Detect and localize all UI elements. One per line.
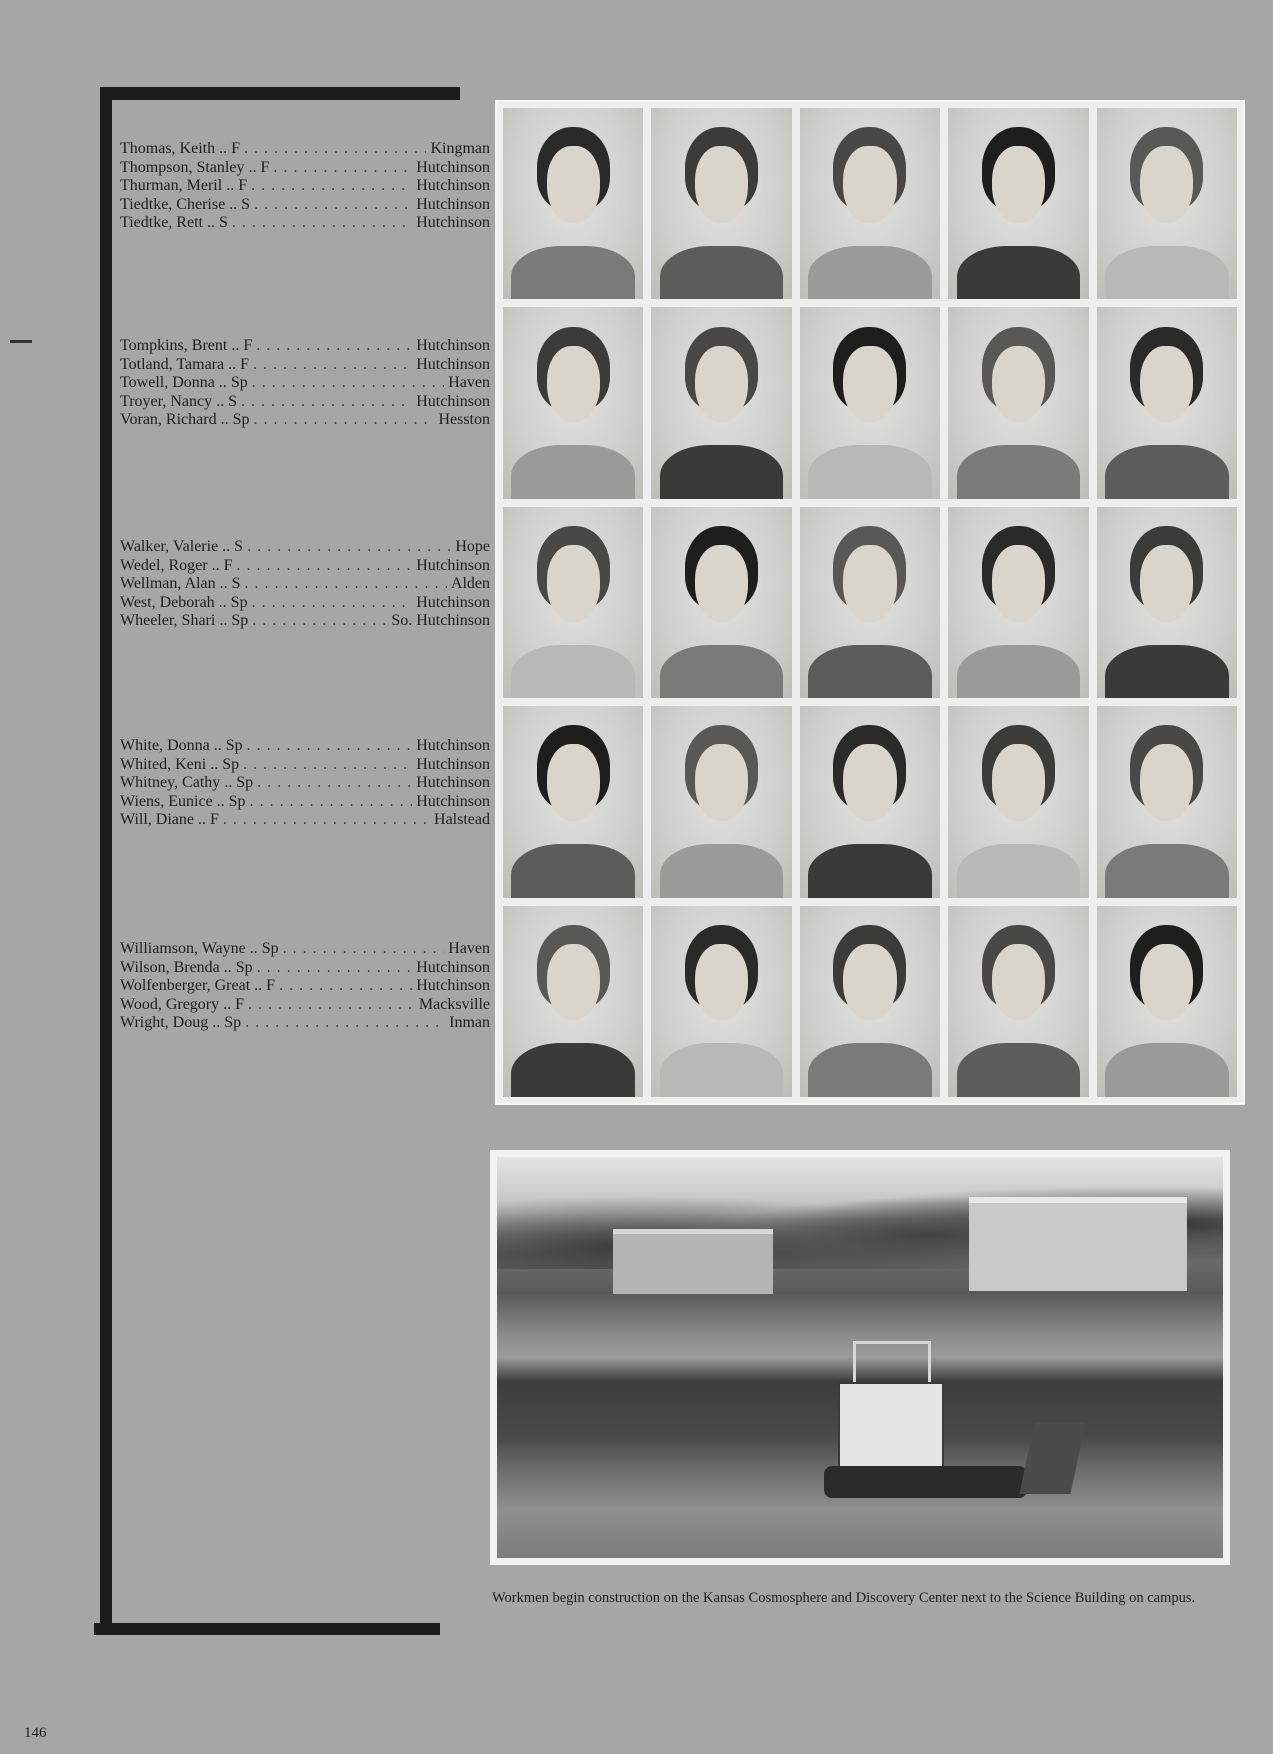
margin-mark — [10, 340, 32, 343]
roster-row: White, Donna .. Sp . . . Hutchinson — [120, 737, 490, 756]
roster-group-3 — [120, 538, 490, 631]
portrait-clothing — [511, 1043, 635, 1097]
roster-row: Tiedtke, Cherise .. S . . . Hutchinson — [120, 196, 490, 215]
roster-group-4 — [120, 737, 490, 830]
student-portrait — [1097, 507, 1237, 698]
portrait-face — [843, 346, 896, 423]
roster-group-2 — [120, 337, 490, 430]
portrait-clothing — [511, 445, 635, 499]
portrait-clothing — [660, 645, 784, 699]
portrait-face — [547, 146, 600, 223]
roster-row: Whitney, Cathy .. Sp . . . Hutchinson — [120, 774, 490, 793]
portrait-face — [992, 944, 1045, 1021]
student-portrait — [651, 507, 791, 698]
bracket-top-bar — [112, 87, 460, 100]
roster-row: Wellman, Alan .. S . . . Alden — [120, 575, 490, 594]
portrait-clothing — [957, 445, 1081, 499]
portrait-face — [695, 146, 748, 223]
portrait-clothing — [660, 844, 784, 898]
portrait-face — [1140, 545, 1193, 622]
construction-photo — [490, 1150, 1230, 1565]
portrait-face — [695, 545, 748, 622]
student-portrait — [651, 706, 791, 897]
portrait-face — [843, 744, 896, 821]
portrait-face — [992, 146, 1045, 223]
student-portrait — [503, 108, 643, 299]
student-portrait — [800, 706, 940, 897]
portrait-face — [1140, 944, 1193, 1021]
student-portrait — [503, 706, 643, 897]
roster-row: Thurman, Meril .. F . . . Hutchinson — [120, 177, 490, 196]
roster-row: Walker, Valerie .. S . . . Hope — [120, 538, 490, 557]
portrait-face — [1140, 346, 1193, 423]
portrait-clothing — [1105, 645, 1229, 699]
student-portrait — [1097, 108, 1237, 299]
house-left — [613, 1229, 773, 1294]
portrait-face — [547, 545, 600, 622]
roster-row: Whited, Keni .. Sp . . . Hutchinson — [120, 756, 490, 775]
portrait-face — [992, 346, 1045, 423]
portrait-face — [695, 346, 748, 423]
student-portrait — [948, 108, 1088, 299]
portrait-clothing — [511, 246, 635, 300]
student-portrait — [503, 906, 643, 1097]
bulldozer-body — [838, 1382, 944, 1474]
roster-group-1 — [120, 140, 490, 233]
portrait-clothing — [808, 1043, 932, 1097]
student-portrait — [800, 108, 940, 299]
bracket-side-bar — [100, 87, 112, 1633]
student-portrait — [503, 507, 643, 698]
portrait-clothing — [1105, 1043, 1229, 1097]
roster-row: Voran, Richard .. Sp . . . Hesston — [120, 411, 490, 430]
roster-row: Tiedtke, Rett .. S . . . Hutchinson — [120, 214, 490, 233]
roster-row: Tompkins, Brent .. F . . . Hutchinson — [120, 337, 490, 356]
portrait-photo-grid — [495, 100, 1245, 1105]
portrait-clothing — [1105, 246, 1229, 300]
roster-row: Thompson, Stanley .. F . . . Hutchinson — [120, 159, 490, 178]
portrait-clothing — [511, 844, 635, 898]
page-number: 146 — [24, 1725, 47, 1741]
student-portrait — [651, 906, 791, 1097]
portrait-clothing — [808, 645, 932, 699]
portrait-clothing — [1105, 844, 1229, 898]
student-portrait — [948, 507, 1088, 698]
roster-row: Towell, Donna .. Sp . . . Haven — [120, 374, 490, 393]
portrait-clothing — [660, 445, 784, 499]
portrait-clothing — [808, 445, 932, 499]
portrait-clothing — [957, 844, 1081, 898]
portrait-face — [695, 744, 748, 821]
portrait-clothing — [957, 246, 1081, 300]
roster-group-5 — [120, 940, 490, 1033]
portrait-face — [843, 944, 896, 1021]
portrait-face — [992, 545, 1045, 622]
student-portrait — [800, 906, 940, 1097]
roster-row: Wolfenberger, Great .. F . . . Hutchinson — [120, 977, 490, 996]
student-portrait — [651, 307, 791, 498]
portrait-face — [992, 744, 1045, 821]
portrait-clothing — [511, 645, 635, 699]
portrait-clothing — [808, 844, 932, 898]
portrait-face — [547, 744, 600, 821]
student-portrait — [1097, 906, 1237, 1097]
portrait-clothing — [957, 645, 1081, 699]
roster-row: Thomas, Keith .. F . . . Kingman — [120, 140, 490, 159]
portrait-clothing — [1105, 445, 1229, 499]
roster-row: West, Deborah .. Sp . . . Hutchinson — [120, 594, 490, 613]
roster-row: Troyer, Nancy .. S . . . Hutchinson — [120, 393, 490, 412]
student-portrait — [1097, 307, 1237, 498]
portrait-face — [695, 944, 748, 1021]
student-portrait — [800, 307, 940, 498]
roster-row: Wilson, Brenda .. Sp . . . Hutchinson — [120, 959, 490, 978]
roster-row: Wright, Doug .. Sp . . . Inman — [120, 1014, 490, 1033]
student-portrait — [800, 507, 940, 698]
portrait-clothing — [660, 246, 784, 300]
portrait-face — [547, 944, 600, 1021]
roster-row: Wedel, Roger .. F . . . Hutchinson — [120, 557, 490, 576]
photo-caption: Workmen begin construction on the Kansas Cosmosphere and Discovery Center next to the Science Building on campus. — [492, 1590, 1196, 1606]
portrait-face — [1140, 744, 1193, 821]
student-portrait — [503, 307, 643, 498]
portrait-clothing — [808, 246, 932, 300]
roster-row: Williamson, Wayne .. Sp . . . Haven — [120, 940, 490, 959]
roster-row: Will, Diane .. F . . . Halstead — [120, 811, 490, 830]
student-portrait — [948, 906, 1088, 1097]
student-portrait — [948, 706, 1088, 897]
portrait-clothing — [957, 1043, 1081, 1097]
bulldozer-track — [824, 1466, 1027, 1498]
portrait-face — [547, 346, 600, 423]
student-portrait — [1097, 706, 1237, 897]
roster-row: Wheeler, Shari .. Sp . . . So. Hutchinson — [120, 612, 490, 631]
house-right — [969, 1197, 1187, 1291]
portrait-face — [843, 146, 896, 223]
bracket-bottom-bar — [94, 1623, 440, 1635]
bulldozer-blade — [1019, 1422, 1085, 1494]
construction-scene-image — [497, 1157, 1223, 1558]
portrait-face — [1140, 146, 1193, 223]
portrait-clothing — [660, 1043, 784, 1097]
roster-row: Totland, Tamara .. F . . . Hutchinson — [120, 356, 490, 375]
roster-row: Wiens, Eunice .. Sp . . . Hutchinson — [120, 793, 490, 812]
portrait-face — [843, 545, 896, 622]
roster-row: Wood, Gregory .. F . . . Macksville — [120, 996, 490, 1015]
student-portrait — [651, 108, 791, 299]
student-portrait — [948, 307, 1088, 498]
